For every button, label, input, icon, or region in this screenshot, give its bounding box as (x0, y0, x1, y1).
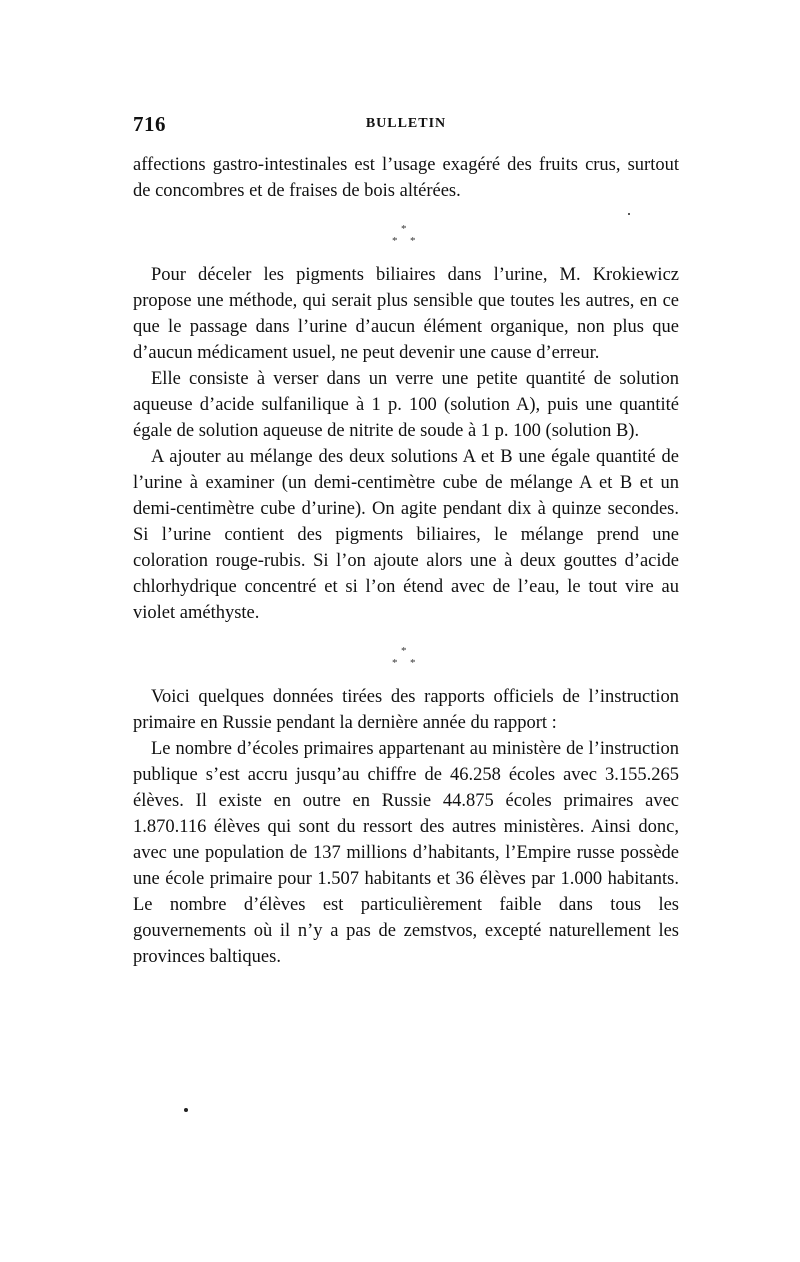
paragraph-procedure: A ajouter au mélange des deux solutions A et B une égale quantité de l’urine à examiner (un demi-centimètre cube de mélange A et B et un demi-centimètre cube d’urine). On agite pendant dix à quinze secondes. Si l’urine contient des pigments biliaires, le mélange prend une coloration rouge-rubis. Si l’on ajoute alors une à deux gouttes d’acide chlorhydrique concentré et si l’on étend avec de l’eau, le tout vire au violet améthyste. (133, 447, 679, 623)
section-break-asterism (133, 210, 679, 256)
running-title: BULLETIN (365, 116, 447, 131)
asterism-star: * (410, 657, 416, 669)
print-speck (184, 1108, 188, 1112)
section-break-asterism (133, 632, 679, 678)
paragraph-pigments-intro: Pour déceler les pigments biliaires dans l’urine, M. Krokiewicz propose une méthode, qui serait plus sensible que toutes les autres, en ce que le passage dans l’urine d’aucun élément organique, non plus que d’aucun médicament usuel, ne peut devenir une cause d’erreur. (133, 265, 679, 363)
asterism-star: * (401, 645, 407, 657)
paragraph-russia-intro: Voici quelques données tirées des rapports officiels de l’instruction primaire en Russie pendant la dernière année du rapport : (133, 687, 679, 733)
asterism-star: * (392, 657, 398, 669)
asterism-star: * (392, 235, 398, 247)
paragraph-school-statistics: Le nombre d’écoles primaires appartenant au ministère de l’instruction publique s’est accru jusqu’au chiffre de 46.258 écoles avec 3.155.265 élèves. Il existe en outre en Russie 44.875 écoles primaires avec 1.870.116 élèves qui sont du ressort des autres ministères. Ainsi donc, avec une population de 137 millions d’habitants, l’Empire russe possède une école primaire pour 1.507 habitants et 36 élèves par 1.000 habitants. Le nombre d’élèves est particulièrement faible dans tous les gouvernements où il n’y a pas de zemstvos, excepté naturellement les provinces baltiques. (133, 739, 679, 967)
page-number: 716 (133, 112, 166, 136)
page-body (133, 152, 679, 970)
page-header (133, 112, 679, 142)
print-speck (628, 213, 630, 215)
paragraph-method: Elle consiste à verser dans un verre une petite quantité de solution aqueuse d’acide sulfanilique à 1 p. 100 (solution A), puis une quantité égale de solution aqueuse de nitrite de soude à 1 p. 100 (solution B). (133, 369, 679, 441)
asterism-star: * (410, 235, 416, 247)
asterism-star: * (401, 223, 407, 235)
paragraph-continuation: affections gastro-intestinales est l’usage exagéré des fruits crus, surtout de concombres et de fraises de bois altérées. (133, 155, 679, 201)
